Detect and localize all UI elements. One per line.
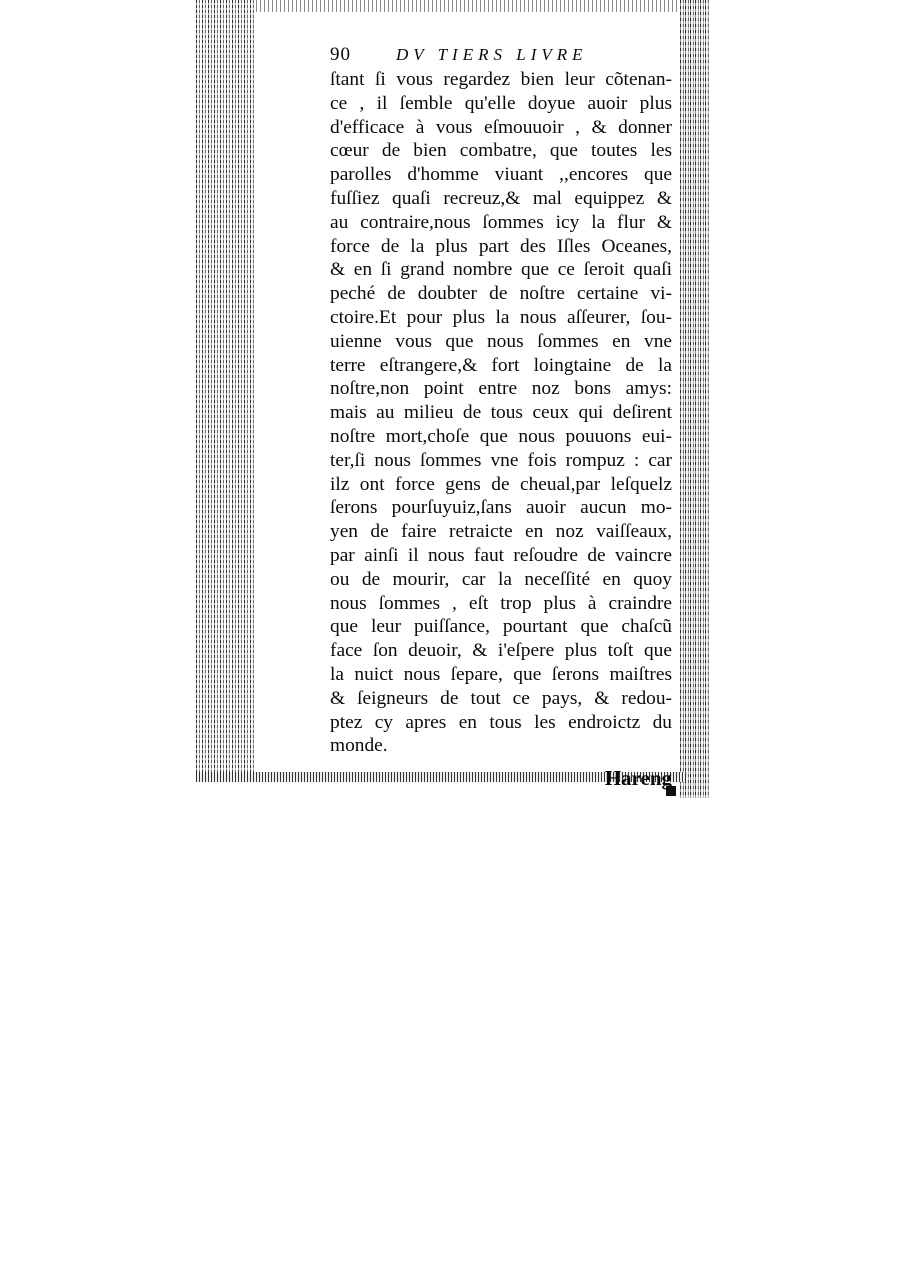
text-line: au contraire,nous ſommes icy la flur & bbox=[330, 211, 672, 233]
text-line: noſtre mort,choſe que nous pouuons eui- bbox=[330, 425, 672, 447]
running-head-title: DV TIERS LIVRE bbox=[396, 45, 588, 64]
text-line: & en ſi grand nombre que ce ſeroit quaſi bbox=[330, 259, 672, 281]
text-line: noſtre,non point entre noz bons amys: bbox=[330, 378, 672, 400]
text-line: d'efficace à vous eſmouuoir , & donner bbox=[330, 116, 672, 138]
text-line: ſerons pourſuyuiz,ſans auoir aucun mo- bbox=[330, 497, 672, 519]
text-line: que leur puiſſance, pourtant que chaſcũ bbox=[330, 616, 672, 638]
text-line: cœur de bien combatre, que toutes les bbox=[330, 140, 672, 162]
text-line: peché de doubter de noſtre certaine vi- bbox=[330, 283, 672, 305]
text-line: parolles d'homme viuant ,,encores que bbox=[330, 164, 672, 186]
text-line: uienne vous que nous ſommes en vne bbox=[330, 330, 672, 352]
text-line: ou de mourir, car la neceſſité en quoy bbox=[330, 568, 672, 590]
text-line: fuſſiez quaſi recreuz,& mal equippez & bbox=[330, 187, 672, 209]
folio-number: 90 bbox=[330, 44, 351, 65]
page-edge-left bbox=[196, 0, 256, 780]
page-edge-right bbox=[680, 0, 710, 798]
text-line: ce , il ſemble qu'elle doyue auoir plus bbox=[330, 92, 672, 114]
text-line: ſtant ſi vous regardez bien leur cõtenan- bbox=[330, 69, 672, 90]
body-text bbox=[330, 68, 672, 758]
text-line: ilz ont force gens de cheual,par leſquelz bbox=[330, 473, 672, 495]
text-line: yen de faire retraicte en noz vaiſſeaux, bbox=[330, 521, 672, 543]
running-head bbox=[330, 42, 672, 68]
text-line: terre eſtrangere,& fort loingtaine de la bbox=[330, 354, 672, 376]
page-text bbox=[330, 42, 672, 791]
text-line: nous ſommes , eſt trop plus à craindre bbox=[330, 592, 672, 614]
text-line: ctoire.Et pour plus la nous aſſeurer, ſou- bbox=[330, 306, 672, 328]
page-edge-top bbox=[256, 0, 680, 12]
text-line: mais au milieu de tous ceux qui deſirent bbox=[330, 402, 672, 424]
text-line: par ainſi il nous faut reſoudre de vaincre bbox=[330, 544, 672, 566]
text-line: ptez cy apres en tous les endroictz du bbox=[330, 711, 672, 733]
text-line: ter,ſi nous ſommes vne fois rompuz : car bbox=[330, 449, 672, 471]
text-line: force de la plus part des Iſles Oceanes, bbox=[330, 235, 672, 257]
text-line: face ſon deuoir, & i'eſpere plus toſt que bbox=[330, 640, 672, 662]
text-line: & ſeigneurs de tout ce pays, & redou- bbox=[330, 687, 672, 709]
text-line: la nuict nous ſepare, que ſerons maiſtres bbox=[330, 663, 672, 685]
text-line: monde. bbox=[330, 735, 388, 757]
catchword: Hareng bbox=[604, 766, 672, 791]
